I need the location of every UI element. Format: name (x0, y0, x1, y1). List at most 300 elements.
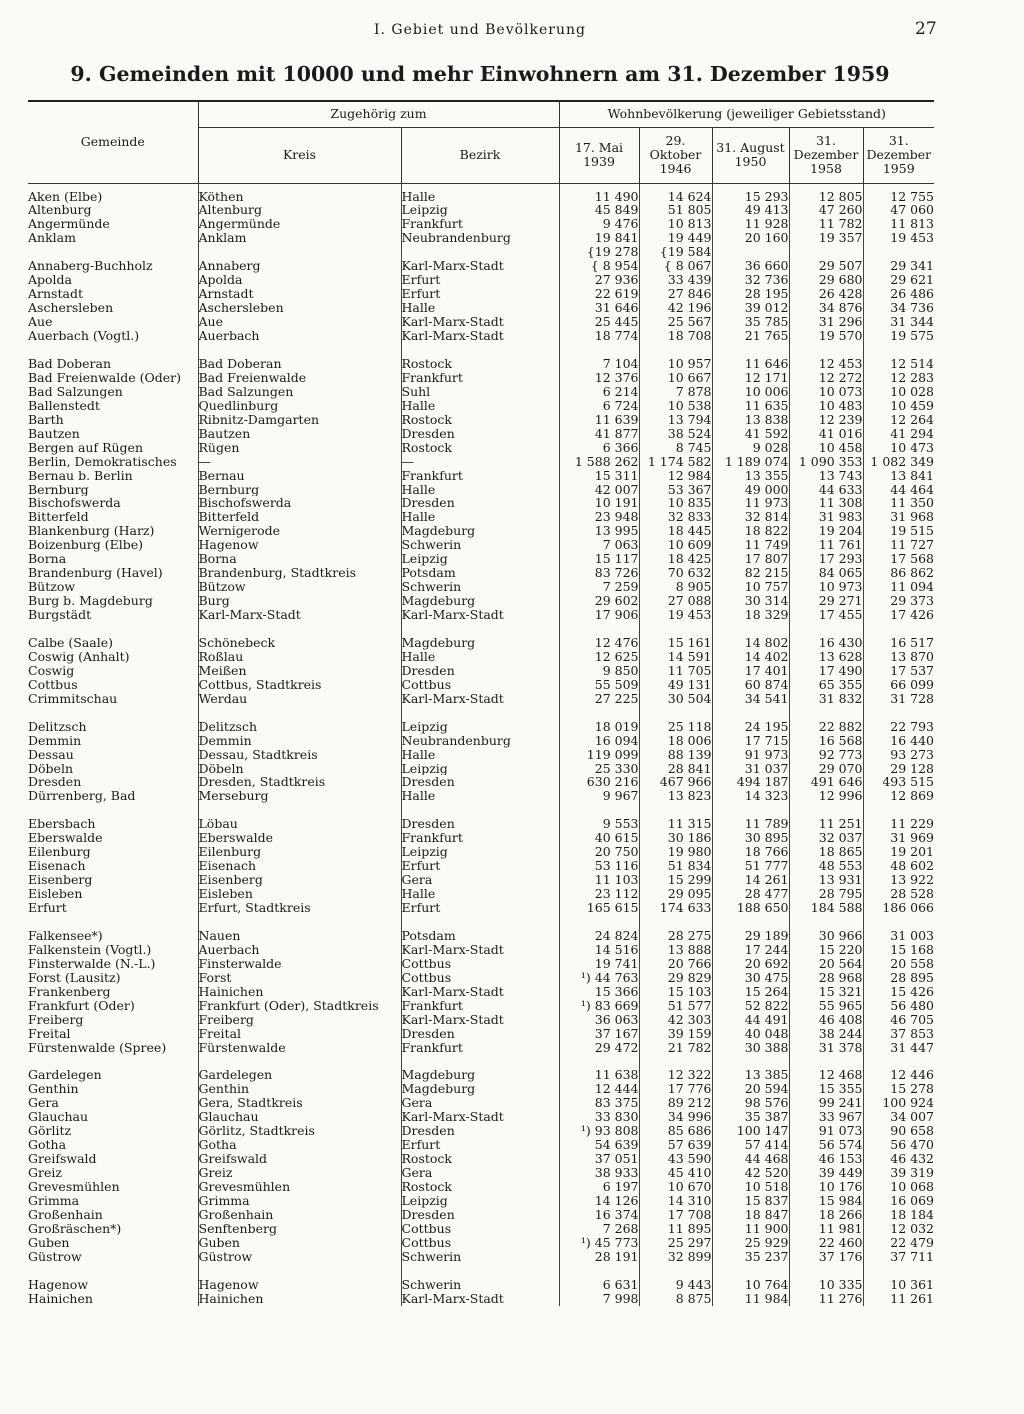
cell-population: 6 197 (559, 1180, 639, 1194)
cell-population: 35 237 (712, 1250, 789, 1264)
cell-population: 10 191 (559, 496, 639, 510)
table-row (28, 357, 934, 371)
cell-bezirk: Halle (401, 301, 559, 315)
cell-population: 31 968 (890, 510, 935, 525)
cell-bezirk: Frankfurt (401, 1041, 559, 1055)
cell-bezirk: Halle (401, 887, 559, 901)
cell-population: 18 006 (639, 734, 712, 748)
cell-gemeinde: Bautzen (28, 427, 198, 441)
population-table (28, 100, 934, 1306)
cell-population: 26 428 (789, 287, 863, 301)
table-row (28, 1250, 934, 1264)
cell-population: 11 900 (712, 1222, 789, 1236)
cell-population: 11 276 (789, 1292, 863, 1306)
cell-population: 13 995 (559, 524, 639, 538)
cell-kreis: Angermünde (198, 217, 401, 231)
cell-population: 25 929 (712, 1236, 789, 1250)
cell-gemeinde: Grimma (28, 1194, 198, 1208)
cell-population (712, 245, 789, 259)
cell-population: 467 966 (639, 775, 712, 789)
cell-bezirk: Suhl (401, 385, 559, 399)
cell-bezirk: Magdeburg (401, 594, 559, 608)
cell-population: 20 750 (559, 845, 639, 859)
cell-kreis: Bischofswerda (198, 496, 401, 510)
cell-population: 15 264 (712, 985, 789, 999)
cell-population: 19 453 (639, 608, 712, 622)
cell-bezirk: Potsdam (401, 566, 559, 580)
cell-bezirk: Karl-Marx-Stadt (401, 608, 559, 622)
header-date-1950: 31. August 1950 (712, 127, 789, 183)
cell-gemeinde: Guben (28, 1236, 198, 1250)
cell-bezirk: Rostock (401, 1152, 559, 1166)
cell-kreis: Meißen (198, 664, 401, 678)
cell-population: 33 967 (789, 1110, 863, 1124)
table-row (28, 217, 934, 231)
cell-bezirk: Halle (401, 789, 559, 803)
header-zugehoerig: Zugehörig zum (198, 101, 559, 127)
cell-population: 12 239 (789, 413, 863, 427)
cell-gemeinde: Gotha (28, 1138, 198, 1152)
cell-gemeinde: Auerbach (Vogtl.) (28, 329, 198, 343)
cell-kreis: Werdau (198, 692, 401, 706)
cell-population: 18 865 (789, 845, 863, 859)
cell-bezirk: Leipzig (401, 845, 559, 859)
table-row (28, 259, 934, 273)
cell-population: 16 430 (789, 636, 863, 650)
table-row (28, 538, 934, 552)
cell-kreis: Apolda (198, 273, 401, 287)
cell-population: 11 229 (890, 817, 935, 832)
running-head: I. Gebiet und Bevölkerung (374, 22, 586, 38)
cell-population: 100 147 (712, 1124, 789, 1138)
cell-bezirk: Frankfurt (401, 217, 559, 231)
table-row (28, 385, 934, 399)
cell-population: 12 996 (789, 789, 863, 803)
cell-population: 32 037 (789, 831, 863, 845)
cell-population: 30 895 (712, 831, 789, 845)
cell-population: 11 928 (712, 217, 789, 231)
cell-kreis: Güstrow (198, 1250, 401, 1264)
cell-gemeinde: Bad Freienwalde (Oder) (28, 371, 198, 385)
cell-population: 174 633 (639, 901, 712, 915)
cell-kreis: Genthin (198, 1082, 401, 1096)
cell-population: 10 538 (639, 399, 712, 413)
cell-population: 11 308 (789, 496, 863, 510)
cell-population: 15 837 (712, 1194, 789, 1208)
cell-population: 25 297 (639, 1236, 712, 1250)
cell-population: 18 184 (890, 1207, 935, 1222)
cell-bezirk: Gera (401, 1096, 559, 1110)
cell-population: 11 103 (559, 873, 639, 887)
cell-population: 93 273 (890, 747, 935, 762)
cell-population: 186 066 (882, 901, 935, 915)
cell-population: 85 686 (639, 1124, 712, 1138)
cell-population: 40 615 (559, 831, 639, 845)
cell-population: 47 260 (789, 203, 863, 217)
cell-population: 55 965 (789, 999, 863, 1013)
table-row (28, 483, 934, 497)
cell-population: 31 983 (789, 510, 863, 524)
cell-population: 11 749 (712, 538, 789, 552)
cell-population: 24 824 (559, 929, 639, 943)
cell-bezirk: Dresden (401, 775, 559, 789)
cell-bezirk: Halle (401, 510, 559, 524)
cell-population: 9 553 (559, 817, 639, 831)
table-row (28, 720, 934, 734)
cell-gemeinde: Forst (Lausitz) (28, 971, 198, 985)
cell-population: 55 509 (559, 678, 639, 692)
cell-population: 14 261 (712, 873, 789, 887)
table-row (28, 1110, 934, 1124)
cell-kreis: Quedlinburg (198, 399, 401, 413)
cell-gemeinde: Eisenach (28, 859, 198, 873)
cell-population: 20 564 (789, 957, 863, 971)
table-row (28, 664, 934, 678)
cell-population: 6 214 (559, 385, 639, 399)
cell-kreis: Hagenow (198, 1278, 401, 1292)
cell-gemeinde: Arnstadt (28, 287, 198, 301)
cell-population: 9 476 (559, 217, 639, 231)
cell-population: 30 186 (639, 831, 712, 845)
cell-population: 98 576 (712, 1096, 789, 1110)
table-row (28, 775, 934, 789)
table-row (28, 1208, 934, 1222)
table-row (28, 455, 934, 469)
cell-population: 44 464 (890, 482, 935, 497)
table-row (28, 929, 934, 943)
cell-population: 8 745 (639, 441, 712, 455)
cell-population: 12 476 (559, 636, 639, 650)
cell-population: 18 019 (559, 720, 639, 734)
cell-population: 18 822 (712, 524, 789, 538)
cell-gemeinde: Hagenow (28, 1278, 198, 1292)
cell-population: 6 631 (559, 1278, 639, 1292)
cell-gemeinde: Glauchau (28, 1110, 198, 1124)
table-row (28, 524, 934, 538)
cell-bezirk: Neubrandenburg (401, 734, 559, 748)
cell-population: 15 293 (712, 183, 789, 203)
cell-population: 11 727 (890, 538, 935, 553)
header-date-1946: 29. Oktober 1946 (639, 127, 712, 183)
cell-gemeinde: Aue (28, 315, 198, 329)
cell-population: 119 099 (559, 748, 639, 762)
cell-population: 29 095 (639, 887, 712, 901)
cell-bezirk: Karl-Marx-Stadt (401, 315, 559, 329)
cell-population: 83 726 (559, 566, 639, 580)
table-row (28, 943, 934, 957)
cell-population: 12 283 (890, 370, 935, 385)
cell-population: 13 888 (639, 943, 712, 957)
table-row (28, 1166, 934, 1180)
cell-population: 49 000 (712, 483, 789, 497)
cell-population: ¹) 83 669 (559, 999, 639, 1013)
cell-kreis: Karl-Marx-Stadt (198, 608, 401, 622)
cell-kreis: Grevesmühlen (198, 1180, 401, 1194)
cell-population: 10 973 (789, 580, 863, 594)
cell-population: 31 037 (712, 762, 789, 776)
cell-population: 6 724 (559, 399, 639, 413)
cell-population: 29 070 (789, 762, 863, 776)
cell-gemeinde: Grevesmühlen (28, 1180, 198, 1194)
cell-gemeinde: Ballenstedt (28, 399, 198, 413)
cell-bezirk: Halle (401, 399, 559, 413)
cell-bezirk: Magdeburg (401, 1082, 559, 1096)
cell-bezirk (401, 245, 559, 259)
cell-population: 10 764 (712, 1278, 789, 1292)
cell-bezirk: Magdeburg (401, 1068, 559, 1082)
cell-population: 10 335 (789, 1278, 863, 1292)
table-row (28, 427, 934, 441)
cell-population: 10 670 (639, 1180, 712, 1194)
cell-gemeinde: Delitzsch (28, 720, 198, 734)
cell-population: 82 215 (712, 566, 789, 580)
cell-population: 15 103 (639, 985, 712, 999)
cell-bezirk: Karl-Marx-Stadt (401, 259, 559, 273)
cell-population: 34 876 (789, 301, 863, 315)
cell-bezirk: Halle (401, 650, 559, 664)
cell-population: 15 220 (789, 943, 863, 957)
cell-population: 29 507 (789, 259, 863, 273)
cell-population: 29 373 (890, 594, 935, 609)
cell-population: 12 272 (789, 371, 863, 385)
cell-bezirk: Dresden (401, 1124, 559, 1138)
cell-kreis: Hainichen (198, 1292, 401, 1306)
cell-kreis: Burg (198, 594, 401, 608)
cell-population: 14 516 (559, 943, 639, 957)
cell-bezirk: Erfurt (401, 287, 559, 301)
cell-population: 49 131 (639, 678, 712, 692)
cell-population: 56 480 (890, 998, 935, 1013)
group-spacer (28, 915, 934, 929)
cell-population: 13 743 (789, 469, 863, 483)
table-row (28, 1041, 934, 1055)
cell-population: 12 444 (559, 1082, 639, 1096)
cell-gemeinde: Freital (28, 1027, 198, 1041)
cell-population: 31 728 (890, 691, 935, 706)
cell-population: 41 016 (789, 427, 863, 441)
cell-population: 11 981 (789, 1222, 863, 1236)
cell-population: 17 293 (789, 552, 863, 566)
cell-population: 13 355 (712, 469, 789, 483)
table-row (28, 1236, 934, 1250)
cell-population: 10 473 (890, 440, 935, 455)
cell-population: 70 632 (639, 566, 712, 580)
cell-population: 44 491 (712, 1013, 789, 1027)
cell-population: 7 063 (559, 538, 639, 552)
table-row (28, 399, 934, 413)
cell-population: 7 878 (639, 385, 712, 399)
cell-bezirk: Frankfurt (401, 371, 559, 385)
table-row (28, 315, 934, 329)
cell-population: 17 455 (789, 608, 863, 622)
cell-gemeinde: Bützow (28, 580, 198, 594)
cell-population: 12 514 (890, 356, 935, 371)
cell-population: 10 835 (639, 496, 712, 510)
cell-kreis: Roßlau (198, 650, 401, 664)
cell-population: 10 957 (639, 357, 712, 371)
cell-bezirk: Magdeburg (401, 636, 559, 650)
cell-population: 31 003 (890, 928, 935, 943)
cell-population: 11 813 (890, 217, 935, 232)
cell-population: 1 082 349 (870, 454, 935, 469)
table-row (28, 678, 934, 692)
cell-gemeinde: Aken (Elbe) (28, 183, 198, 203)
cell-bezirk: Rostock (401, 413, 559, 427)
cell-gemeinde: Coswig (28, 664, 198, 678)
cell-gemeinde: Ebersbach (28, 817, 198, 831)
cell-population: 33 439 (639, 273, 712, 287)
cell-population: 29 829 (639, 971, 712, 985)
cell-population: 10 609 (639, 538, 712, 552)
cell-population: 12 984 (639, 469, 712, 483)
cell-gemeinde: Görlitz (28, 1124, 198, 1138)
cell-bezirk: Leipzig (401, 762, 559, 776)
cell-population: 18 847 (712, 1208, 789, 1222)
cell-population: 14 802 (712, 636, 789, 650)
cell-gemeinde: Crimmitschau (28, 692, 198, 706)
header-gemeinde: Gemeinde (28, 101, 198, 183)
cell-bezirk: Frankfurt (401, 831, 559, 845)
cell-bezirk: Schwerin (401, 1278, 559, 1292)
cell-kreis: Hainichen (198, 985, 401, 999)
cell-population: 25 567 (639, 315, 712, 329)
cell-population: 11 895 (639, 1222, 712, 1236)
cell-population: 17 426 (890, 608, 935, 623)
cell-gemeinde: Greifswald (28, 1152, 198, 1166)
cell-gemeinde: Dresden (28, 775, 198, 789)
cell-gemeinde: Angermünde (28, 217, 198, 231)
cell-population: 16 440 (890, 733, 935, 748)
cell-population (789, 245, 863, 259)
cell-gemeinde: Dessau (28, 748, 198, 762)
cell-bezirk: Erfurt (401, 859, 559, 873)
cell-bezirk: Schwerin (401, 538, 559, 552)
cell-population: 91 973 (712, 748, 789, 762)
cell-population: 10 028 (890, 384, 935, 399)
cell-population: 493 515 (882, 775, 935, 790)
cell-population: 51 805 (639, 203, 712, 217)
cell-population: 14 591 (639, 650, 712, 664)
cell-population: 51 577 (639, 999, 712, 1013)
cell-population: 19 515 (890, 524, 935, 539)
cell-kreis: Demmin (198, 734, 401, 748)
table-row (28, 552, 934, 566)
cell-population: 42 520 (712, 1166, 789, 1180)
cell-kreis: Brandenburg, Stadtkreis (198, 566, 401, 580)
cell-population: 19 741 (559, 957, 639, 971)
cell-population: 17 906 (559, 608, 639, 622)
cell-population: 12 755 (890, 188, 935, 204)
cell-population: 45 410 (639, 1166, 712, 1180)
cell-bezirk: Magdeburg (401, 524, 559, 538)
cell-population: 12 171 (712, 371, 789, 385)
cell-population: 494 187 (712, 775, 789, 789)
cell-population: 32 899 (639, 1250, 712, 1264)
cell-population: 16 374 (559, 1208, 639, 1222)
cell-population: 65 355 (789, 678, 863, 692)
cell-population: 11 350 (890, 496, 935, 511)
table-row (28, 971, 934, 985)
cell-kreis: Bernburg (198, 483, 401, 497)
cell-population: 39 319 (890, 1166, 935, 1181)
cell-population: 60 874 (712, 678, 789, 692)
cell-population: 43 590 (639, 1152, 712, 1166)
group-spacer (28, 803, 934, 817)
cell-population: 22 619 (559, 287, 639, 301)
cell-kreis: Schönebeck (198, 636, 401, 650)
cell-population: 49 413 (712, 203, 789, 217)
cell-kreis: Wernigerode (198, 524, 401, 538)
cell-population: 17 807 (712, 552, 789, 566)
cell-population: ¹) 93 808 (559, 1124, 639, 1138)
cell-gemeinde: Dürrenberg, Bad (28, 789, 198, 803)
cell-gemeinde: Annaberg-Buchholz (28, 259, 198, 273)
cell-kreis: Dessau, Stadtkreis (198, 748, 401, 762)
cell-population: 30 504 (639, 692, 712, 706)
cell-population: 11 639 (559, 413, 639, 427)
cell-population (863, 245, 934, 259)
table-row (28, 1068, 934, 1082)
cell-population: 15 355 (789, 1082, 863, 1096)
header-date-1959: 31. Dezember 1959 (863, 127, 934, 183)
table-row (28, 887, 934, 901)
cell-population: 23 948 (559, 510, 639, 524)
cell-population: 27 088 (639, 594, 712, 608)
table-row (28, 566, 934, 580)
cell-population: 41 592 (712, 427, 789, 441)
table-row (28, 636, 934, 650)
cell-gemeinde: Bitterfeld (28, 510, 198, 524)
cell-kreis: — (198, 455, 401, 469)
cell-population: 47 060 (890, 203, 935, 218)
cell-population: 12 453 (789, 357, 863, 371)
cell-population: 29 189 (712, 929, 789, 943)
cell-bezirk: Leipzig (401, 720, 559, 734)
cell-kreis: Auerbach (198, 943, 401, 957)
cell-bezirk: Erfurt (401, 901, 559, 915)
cell-population: 53 367 (639, 483, 712, 497)
cell-population: 491 646 (789, 775, 863, 789)
cell-population: 1 189 074 (712, 455, 789, 469)
cell-population: 30 475 (712, 971, 789, 985)
cell-population: 17 244 (712, 943, 789, 957)
cell-kreis: Finsterwalde (198, 957, 401, 971)
cell-gemeinde: Anklam (28, 231, 198, 245)
cell-population: 10 667 (639, 371, 712, 385)
table-row (28, 957, 934, 971)
cell-kreis: Aue (198, 315, 401, 329)
cell-population: 28 968 (789, 971, 863, 985)
cell-population: 1 588 262 (559, 455, 639, 469)
cell-population: 13 841 (890, 468, 935, 483)
cell-population: 36 660 (712, 259, 789, 273)
cell-kreis: Bad Salzungen (198, 385, 401, 399)
header-bezirk: Bezirk (401, 127, 559, 183)
cell-kreis: Freital (198, 1027, 401, 1041)
cell-kreis: Bad Freienwalde (198, 371, 401, 385)
cell-kreis: Freiberg (198, 1013, 401, 1027)
cell-population: 15 299 (639, 873, 712, 887)
cell-population: 51 834 (639, 859, 712, 873)
cell-population: 22 479 (890, 1235, 935, 1250)
cell-population: 15 426 (890, 984, 935, 999)
table-row (28, 1027, 934, 1041)
cell-kreis: Eisleben (198, 887, 401, 901)
cell-population: 8 905 (639, 580, 712, 594)
cell-population: 20 558 (890, 956, 935, 971)
table-row (28, 762, 934, 776)
cell-gemeinde: Großräschen*) (28, 1222, 198, 1236)
